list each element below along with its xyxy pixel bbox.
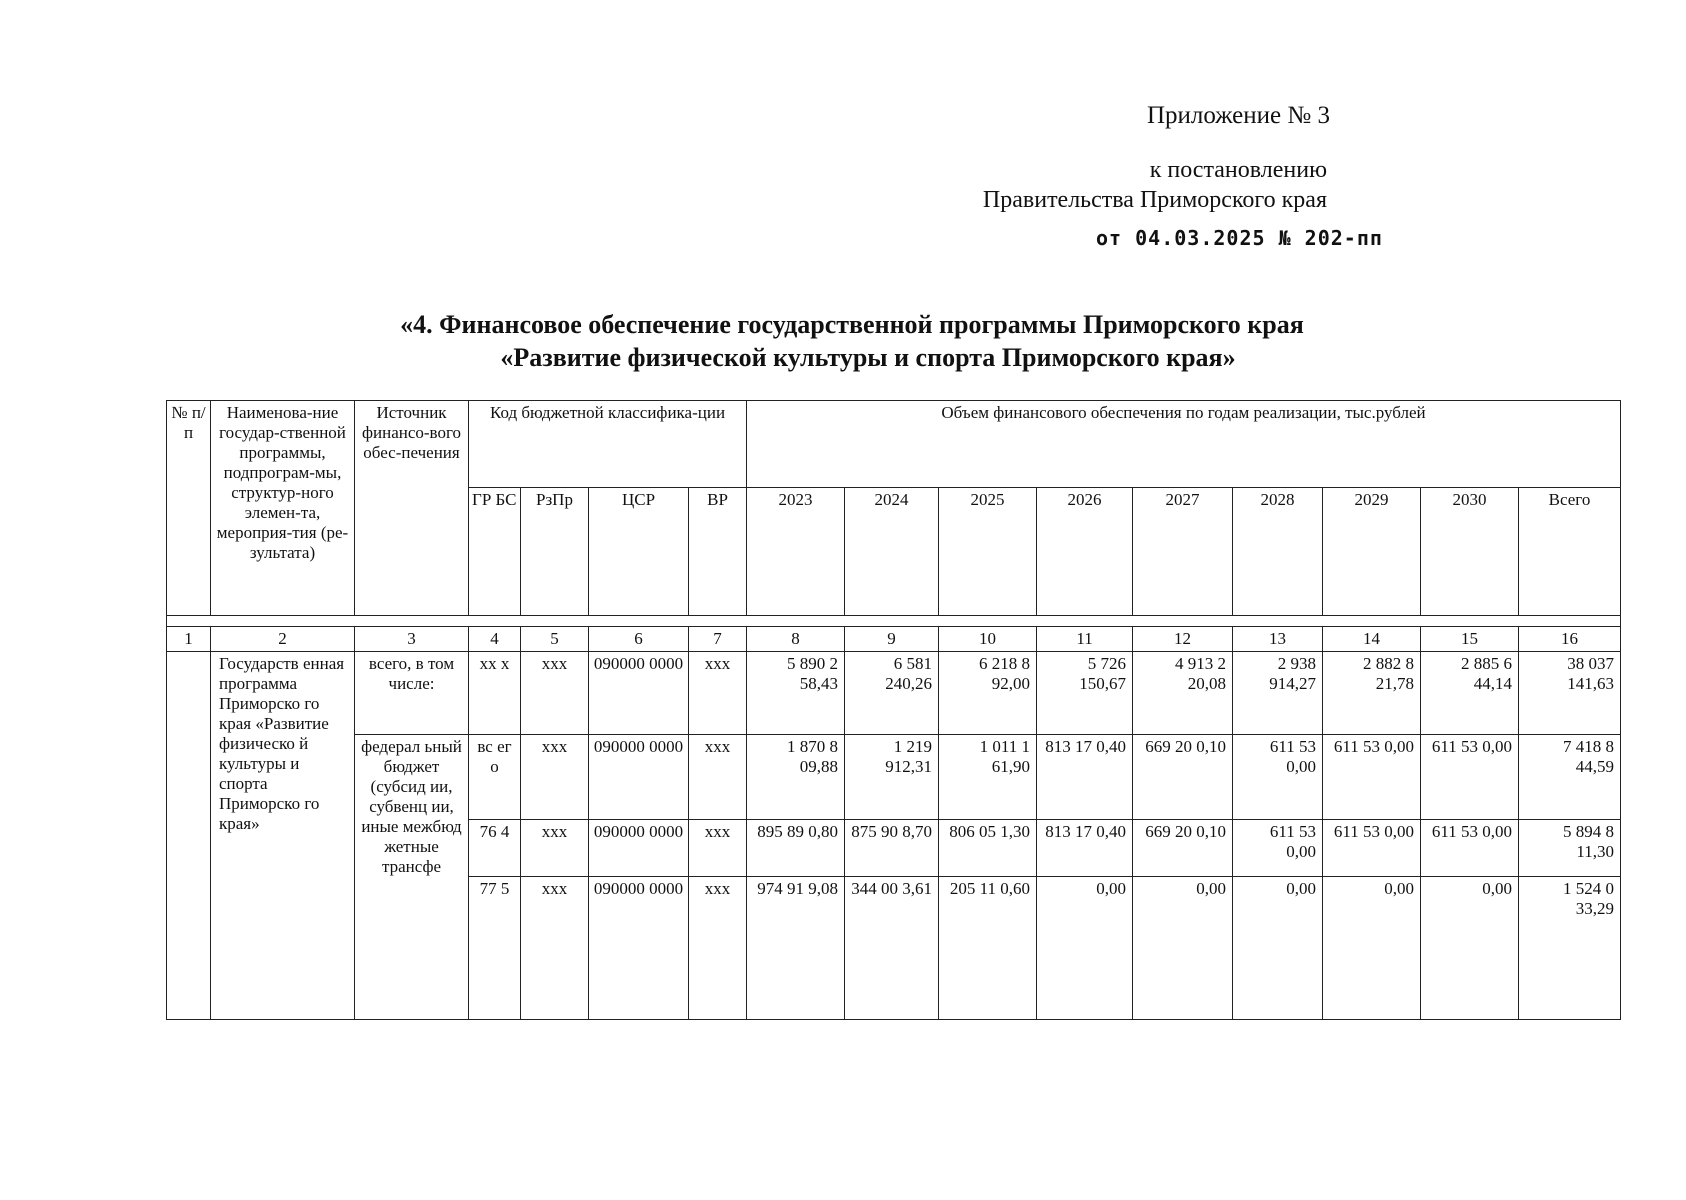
csr-cell: 090000 0000 <box>589 652 689 735</box>
column-number: 3 <box>355 627 469 652</box>
column-number: 11 <box>1037 627 1133 652</box>
col-name-header: Наименова-ние государ-ственной программы, подпрограм-мы, структур-ного элемен-та, мероприя-тия (ре-зультата) <box>211 401 355 616</box>
value-2027: 0,00 <box>1133 877 1233 1020</box>
value-2028: 2 938 914,27 <box>1233 652 1323 735</box>
value-2029: 611 53 0,00 <box>1323 820 1421 877</box>
decree-to: к постановлению <box>1149 157 1327 183</box>
vr-cell: ххх <box>689 877 747 1020</box>
volume-header: Объем финансового обеспечения по годам реализации, тыс.рублей <box>747 401 1621 488</box>
column-number: 13 <box>1233 627 1323 652</box>
value-2025: 1 011 1 61,90 <box>939 735 1037 820</box>
value-2029: 2 882 8 21,78 <box>1323 652 1421 735</box>
vr-header: ВР <box>689 488 747 616</box>
vr-cell: ххх <box>689 652 747 735</box>
value-2024: 1 219 912,31 <box>845 735 939 820</box>
value-2028: 611 53 0,00 <box>1233 820 1323 877</box>
value-2029: 0,00 <box>1323 877 1421 1020</box>
value-2024: 6 581 240,26 <box>845 652 939 735</box>
column-number: 1 <box>167 627 211 652</box>
program-name: Государств енная программа Приморско го края «Развитие физическо й культуры и спорта Приморско го края» <box>211 652 355 1020</box>
vr-cell: ххх <box>689 735 747 820</box>
value-2030: 2 885 6 44,14 <box>1421 652 1519 735</box>
value-2023: 1 870 8 09,88 <box>747 735 845 820</box>
title-line-2: «Развитие физической культуры и спорта Приморского края» <box>500 343 1236 372</box>
value-2026: 813 17 0,40 <box>1037 735 1133 820</box>
column-number: 15 <box>1421 627 1519 652</box>
table-row <box>167 735 1621 820</box>
year-2025-header: 2025 <box>939 488 1037 616</box>
csr-cell: 090000 0000 <box>589 735 689 820</box>
column-number: 5 <box>521 627 589 652</box>
column-number: 7 <box>689 627 747 652</box>
value-2026: 5 726 150,67 <box>1037 652 1133 735</box>
document-title <box>0 308 1686 374</box>
rzpr-cell: ххх <box>521 652 589 735</box>
decree-reference <box>983 155 1327 215</box>
value-2025: 6 218 8 92,00 <box>939 652 1037 735</box>
rzpr-cell: ххх <box>521 820 589 877</box>
year-2023-header: 2023 <box>747 488 845 616</box>
col-source-header: Источник финансо-вого обес-печения <box>355 401 469 616</box>
vr-cell: ххх <box>689 820 747 877</box>
decree-date-number: от 04.03.2025 № 202-пп <box>1096 226 1383 250</box>
title-line-1: «4. Финансовое обеспечение государственной программы Приморского края <box>400 310 1304 339</box>
value-total: 5 894 8 11,30 <box>1519 820 1621 877</box>
total-header: Всего <box>1519 488 1621 616</box>
table-row <box>167 652 1621 735</box>
column-number: 16 <box>1519 627 1621 652</box>
column-number: 9 <box>845 627 939 652</box>
value-2030: 0,00 <box>1421 877 1519 1020</box>
value-2027: 4 913 2 20,08 <box>1133 652 1233 735</box>
year-2028-header: 2028 <box>1233 488 1323 616</box>
value-2027: 669 20 0,10 <box>1133 735 1233 820</box>
value-total: 38 037 141,63 <box>1519 652 1621 735</box>
decree-government: Правительства Приморского края <box>982 187 1327 213</box>
col-num-header: № п/п <box>167 401 211 616</box>
financing-table <box>166 400 1621 1020</box>
value-2026: 813 17 0,40 <box>1037 820 1133 877</box>
year-2024-header: 2024 <box>845 488 939 616</box>
source-cell: федерал ьный бюджет (субсид ии, субвенц ии, иные межбюд жетные трансфе <box>355 735 469 1020</box>
column-number: 2 <box>211 627 355 652</box>
grbs-header: ГР БС <box>469 488 521 616</box>
rzpr-cell: ххх <box>521 735 589 820</box>
value-2024: 875 90 8,70 <box>845 820 939 877</box>
value-2027: 669 20 0,10 <box>1133 820 1233 877</box>
value-2023: 974 91 9,08 <box>747 877 845 1020</box>
budget-code-header: Код бюджетной классифика-ции <box>469 401 747 488</box>
year-2030-header: 2030 <box>1421 488 1519 616</box>
column-number: 10 <box>939 627 1037 652</box>
column-number: 14 <box>1323 627 1421 652</box>
year-2027-header: 2027 <box>1133 488 1233 616</box>
value-2028: 611 53 0,00 <box>1233 735 1323 820</box>
row-number-cell <box>167 652 211 1020</box>
value-2029: 611 53 0,00 <box>1323 735 1421 820</box>
value-2023: 895 89 0,80 <box>747 820 845 877</box>
csr-cell: 090000 0000 <box>589 877 689 1020</box>
rzpr-header: РзПр <box>521 488 589 616</box>
column-number: 8 <box>747 627 845 652</box>
header-row-1 <box>167 401 1621 488</box>
column-number: 6 <box>589 627 689 652</box>
appendix-number: Приложение № 3 <box>1146 102 1330 129</box>
value-2030: 611 53 0,00 <box>1421 735 1519 820</box>
value-2025: 205 11 0,60 <box>939 877 1037 1020</box>
column-number-row <box>167 627 1621 652</box>
value-2023: 5 890 2 58,43 <box>747 652 845 735</box>
value-total: 7 418 8 44,59 <box>1519 735 1621 820</box>
value-2030: 611 53 0,00 <box>1421 820 1519 877</box>
value-2024: 344 00 3,61 <box>845 877 939 1020</box>
year-2029-header: 2029 <box>1323 488 1421 616</box>
source-cell: всего, в том числе: <box>355 652 469 735</box>
csr-header: ЦСР <box>589 488 689 616</box>
value-total: 1 524 0 33,29 <box>1519 877 1621 1020</box>
csr-cell: 090000 0000 <box>589 820 689 877</box>
value-2025: 806 05 1,30 <box>939 820 1037 877</box>
column-number: 12 <box>1133 627 1233 652</box>
header-gap <box>167 616 1621 627</box>
value-2028: 0,00 <box>1233 877 1323 1020</box>
value-2026: 0,00 <box>1037 877 1133 1020</box>
grbs-cell: вс ег о <box>469 735 521 820</box>
year-2026-header: 2026 <box>1037 488 1133 616</box>
grbs-cell: 76 4 <box>469 820 521 877</box>
column-number: 4 <box>469 627 521 652</box>
grbs-cell: 77 5 <box>469 877 521 1020</box>
grbs-cell: хх х <box>469 652 521 735</box>
rzpr-cell: ххх <box>521 877 589 1020</box>
